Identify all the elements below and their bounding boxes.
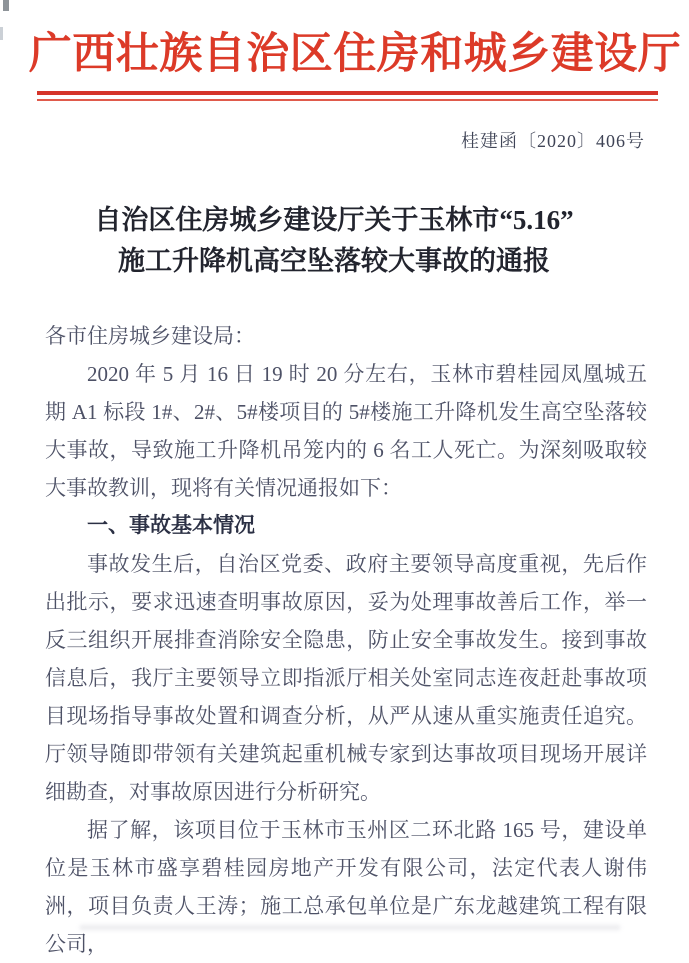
document-title-line1: 自治区住房城乡建设厅关于玉林市“5.16” [94,205,574,235]
salutation: 各市住房城乡建设局： [45,324,255,348]
scan-artifact-left [0,27,3,40]
paragraph-1: 2020 年 5 月 16 日 19 时 20 分左右，玉林市碧桂园凤凰城五期 A1 标段 1#、2#、5#楼项目的 5#楼施工升降机发生高空坠落较大事故，导致施工升降机吊笼内的 6 名工人死亡。为深刻吸取较大事故教训，现将有关情况通报如下： [45,362,647,500]
document-title-line2: 施工升降机高空坠落较大事故的通报 [118,246,550,276]
section-heading-1: 一、事故基本情况 [87,514,255,537]
document-body [45,317,647,963]
agency-letterhead: 广西壮族自治区住房和城乡建设厅 [28,31,682,78]
paragraph-2: 事故发生后，自治区党委、政府主要领导高度重视，先后作出批示，要求迅速查明事故原因，妥为处理事故善后工作，举一反三组织开展排查消除安全隐患，防止安全事故发生。接到事故信息后，我厅主要领导立即指派厅相关处室同志连夜赶赴事故项目现场指导事故处置和调查分析，从严从速从重实施责任追究。厅领导随即带领有关建筑起重机械专家到达事故项目现场开展详细勘查，对事故原因进行分析研究。 [45,552,647,804]
scan-smudge-bottom [80,925,620,930]
letterhead-rule-thin [37,99,658,101]
paragraph-3: 据了解，该项目位于玉林市玉州区二环北路 165 号，建设单位是玉林市盛享碧桂园房地产开发有限公司，法定代表人谢伟洲，项目负责人王涛；施工总承包单位是广东龙越建筑工程有限公司， [45,818,647,956]
letterhead-rule-thick [37,91,658,95]
document-number: 桂建函〔2020〕406号 [461,131,645,151]
scan-artifact-top [3,0,9,11]
document-title [0,200,668,282]
